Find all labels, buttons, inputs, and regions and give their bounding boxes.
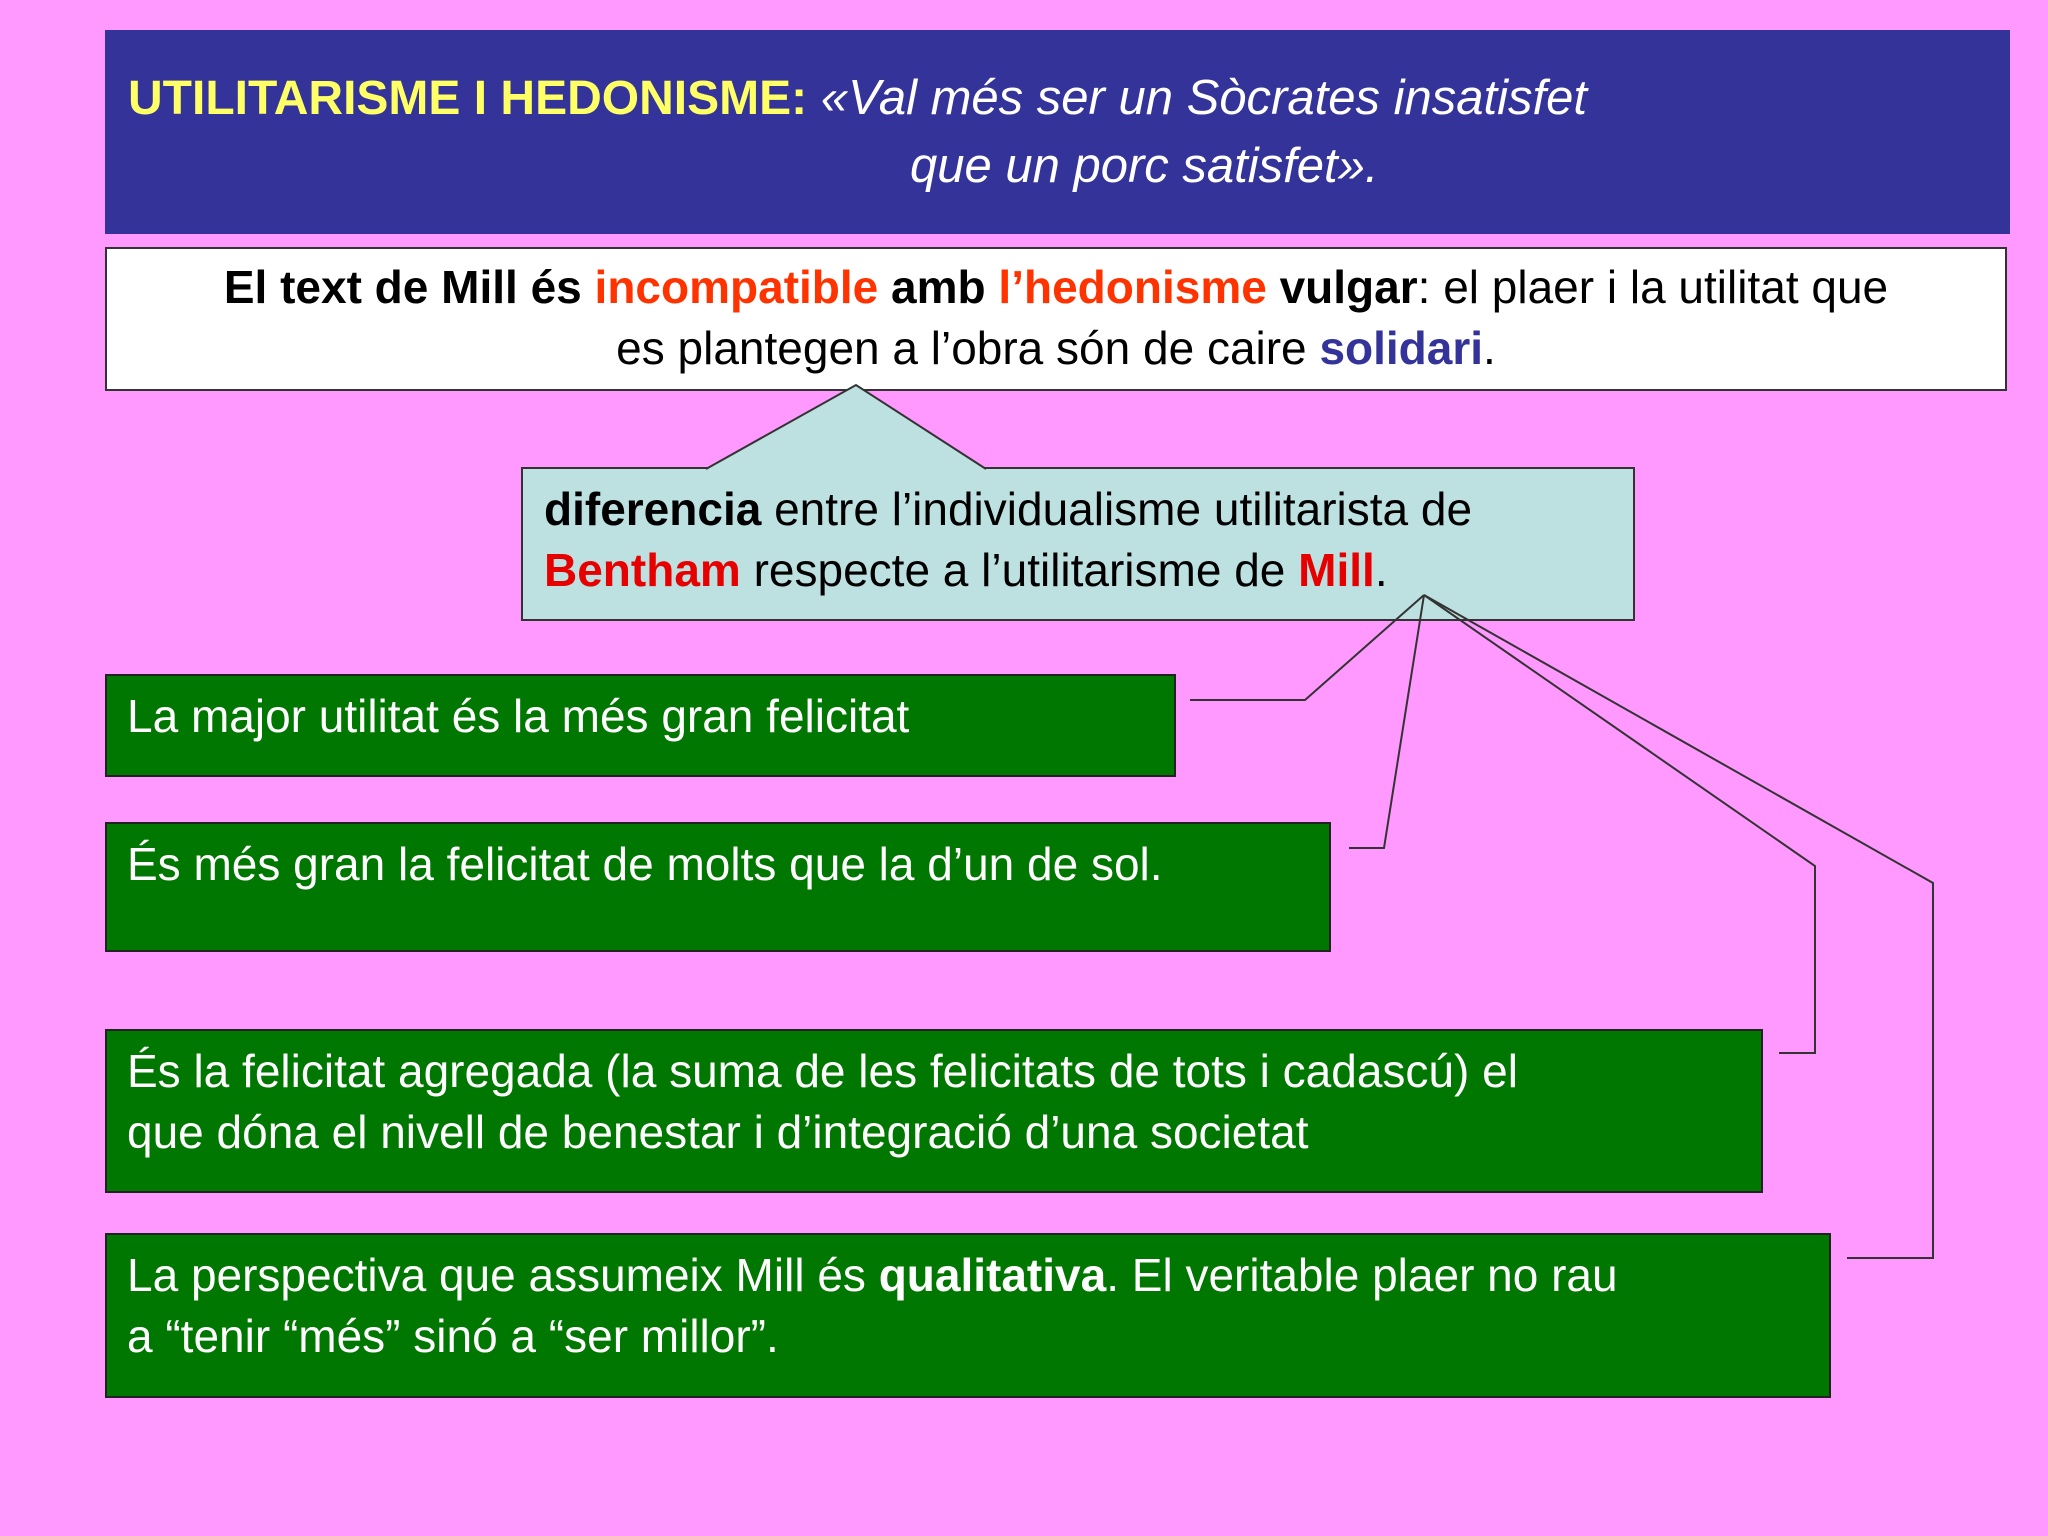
- statement-vulgar: vulgar: [1266, 261, 1418, 313]
- callout-diferencia: diferencia: [544, 483, 762, 535]
- statement-part-9: .: [1483, 322, 1496, 374]
- title-quote-2: que un porc satisfet».: [910, 139, 1379, 193]
- point-4-qualitativa: qualitativa: [878, 1249, 1107, 1301]
- title-label: UTILITARISME I HEDONISME:: [128, 72, 808, 125]
- connector-point-4: [1424, 595, 1933, 1258]
- callout-bentham: Bentham: [544, 544, 741, 596]
- statement-part-3: amb: [878, 261, 999, 313]
- statement-hedonisme: l’hedonisme: [998, 261, 1267, 313]
- point-3-line-2: que dóna el nivell de benestar i d’integració d’una societat: [127, 1106, 1309, 1158]
- statement-part-6: : el plaer i la utilitat que: [1417, 261, 1889, 313]
- callout-part-2: entre l’individualisme utilitarista de: [761, 483, 1473, 535]
- title-quote-1: «Val més ser un Sòcrates insatisfet: [820, 71, 1587, 125]
- connector-point-1: [1190, 595, 1424, 700]
- connector-point-2: [1349, 595, 1424, 848]
- point-4-part-1: La perspectiva que assumeix Mill és: [127, 1249, 879, 1301]
- callout-part-4: respecte a l’utilitarisme de: [740, 544, 1299, 596]
- point-3-line-1: És la felicitat agregada (la suma de les felicitats de tots i cadascú) el: [127, 1045, 1518, 1097]
- statement-part-1: El text de Mill és: [223, 261, 595, 313]
- connector-point-3: [1424, 595, 1815, 1053]
- callout-mill: Mill: [1298, 544, 1375, 596]
- point-4-part-2: . El veritable plaer no rau: [1106, 1249, 1618, 1301]
- statement-part-7: es plantegen a l’obra són de caire: [616, 322, 1320, 374]
- point-2-text: És més gran la felicitat de molts que la d’un de sol.: [127, 838, 1163, 890]
- statement-incompatible: incompatible: [594, 261, 879, 313]
- statement-solidari: solidari: [1319, 322, 1484, 374]
- callout-part-6: .: [1374, 544, 1388, 596]
- callout-pointer: [706, 385, 986, 469]
- point-4-line-2: a “tenir “més” sinó a “ser millor”.: [127, 1310, 779, 1362]
- point-1-text: La major utilitat és la més gran felicitat: [127, 690, 910, 742]
